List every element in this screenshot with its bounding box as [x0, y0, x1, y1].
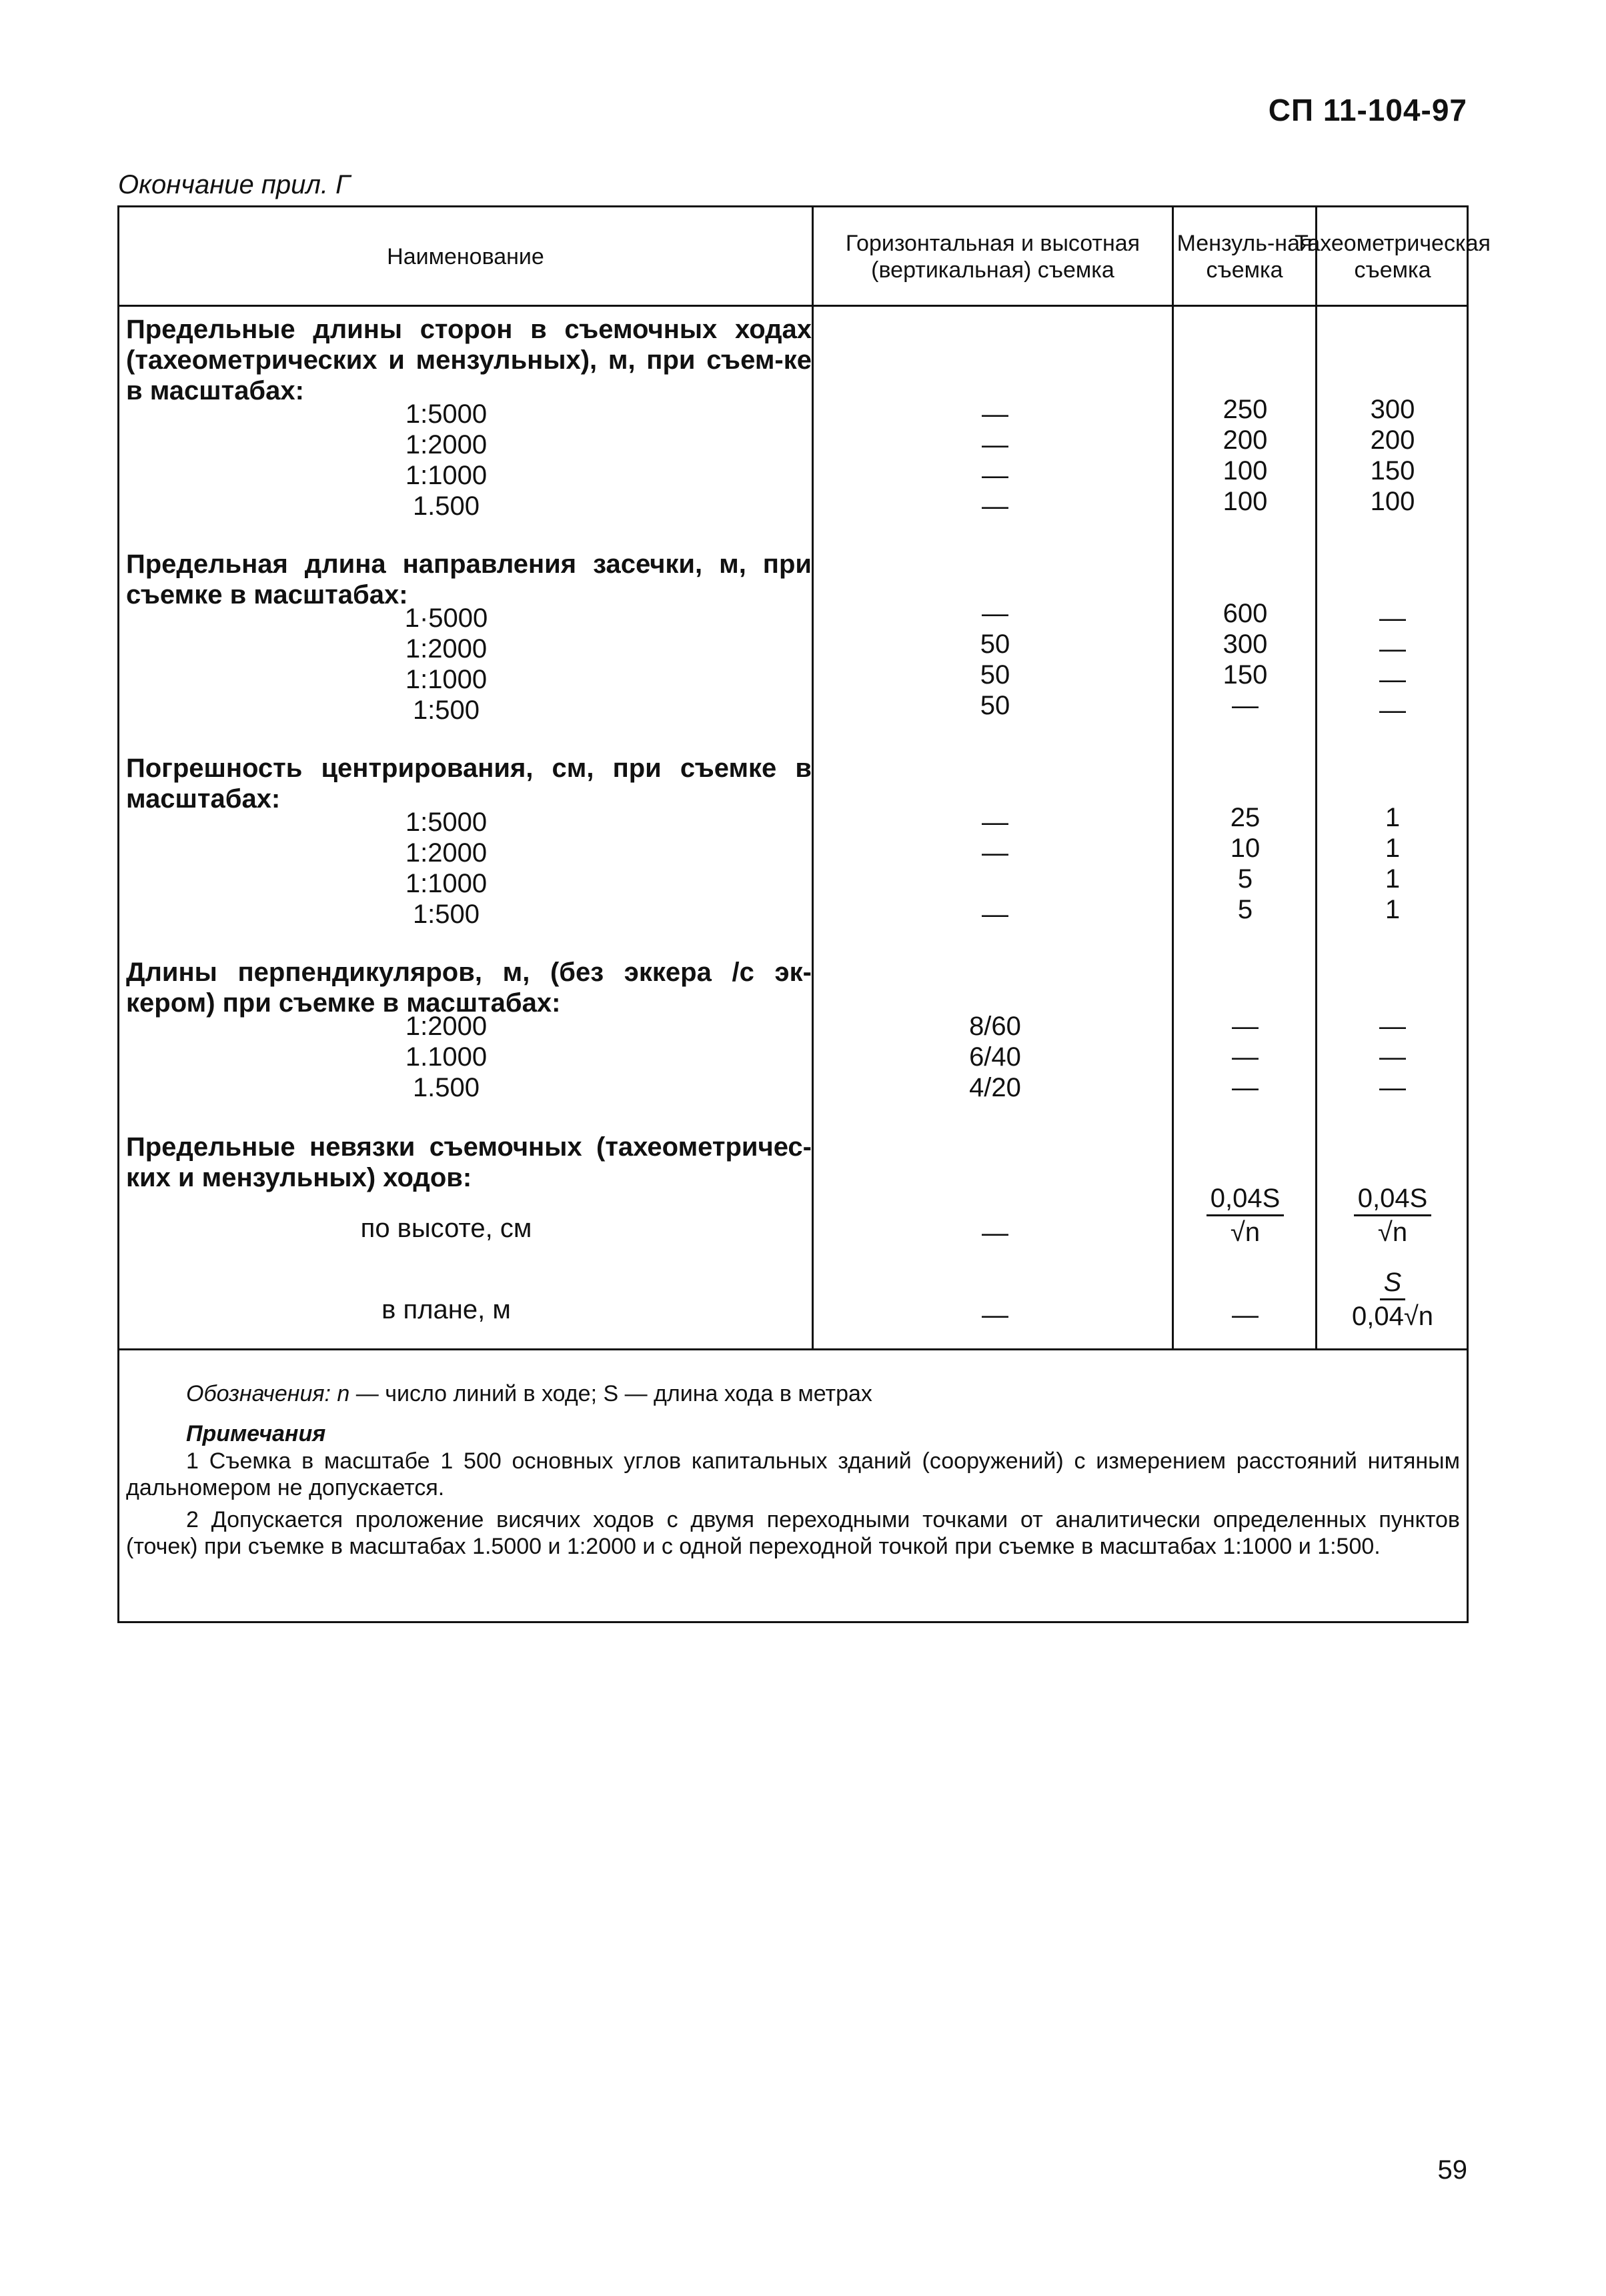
legend: [186, 1381, 872, 1407]
fraction-numerator: 0,04S: [1354, 1182, 1432, 1216]
value-cell: 100: [1223, 487, 1268, 516]
value-cell: 25: [1230, 803, 1261, 832]
value-cell: —: [1379, 634, 1406, 664]
fraction-numerator: S: [1380, 1266, 1406, 1300]
value-cell: 200: [1223, 425, 1268, 455]
scale-cell: 1.1000: [405, 1042, 488, 1072]
fraction-denominator: √n: [1377, 1218, 1408, 1247]
value-cell: 300: [1223, 630, 1268, 659]
value-cell: —: [1232, 1300, 1259, 1330]
scale-cell: 1:1000: [405, 461, 488, 490]
column-divider: [812, 207, 814, 1350]
scale-cell: 1:5000: [405, 399, 488, 429]
scale-cell: 1:2000: [405, 634, 488, 664]
row-label: в плане, м: [381, 1295, 511, 1324]
value-cell: —: [1379, 696, 1406, 725]
value-cell: —: [1379, 665, 1406, 694]
value-cell: —: [1379, 1012, 1406, 1041]
value-cell: 6/40: [969, 1042, 1021, 1072]
section-title: Предельные невязки съемочных (тахеометричес-ких и мензульных) ходов:: [126, 1132, 812, 1192]
value-cell: 5: [1237, 895, 1253, 924]
value-cell: 1: [1385, 834, 1401, 863]
fraction-taheo-plan: [1319, 1266, 1467, 1332]
legend-text: — число линий в ходе; S — длина хода в метрах: [349, 1381, 872, 1406]
section-title: Предельные длины сторон в съемочных ходах (тахеометрических и мензульных), м, при съем-ке в масштабах:: [126, 315, 812, 405]
value-cell: 1: [1385, 895, 1401, 924]
value-cell: 50: [980, 691, 1010, 720]
value-cell: 600: [1223, 599, 1268, 628]
scale-cell: 1:1000: [405, 869, 488, 898]
column-divider: [1172, 207, 1174, 1350]
value-cell: 50: [980, 630, 1010, 659]
section-title: Погрешность центрирования, см, при съемке в масштабах:: [126, 754, 812, 814]
value-cell: 300: [1370, 395, 1415, 424]
scale-cell: 1:1000: [405, 665, 488, 694]
scale-cell: 1:2000: [405, 838, 488, 868]
value-cell: —: [1379, 604, 1406, 633]
fraction-denominator: 0,04√n: [1351, 1302, 1434, 1331]
value-cell: 250: [1223, 395, 1268, 424]
value-cell: 150: [1370, 456, 1415, 485]
column-header-taheo: Тахеометрическая съемка: [1295, 231, 1491, 283]
value-cell: 1: [1385, 864, 1401, 894]
column-header-menzul: Мензуль-ная съемка: [1176, 231, 1313, 283]
value-cell: 100: [1370, 487, 1415, 516]
value-cell: —: [982, 838, 1008, 868]
section-title: Предельная длина направления засечки, м, при съемке в масштабах:: [126, 549, 812, 610]
fraction-menzul-height: [1175, 1182, 1315, 1248]
scale-cell: 1·5000: [404, 604, 488, 633]
value-cell: 8/60: [969, 1012, 1021, 1041]
scale-cell: 1:500: [412, 696, 480, 725]
scale-cell: 1.500: [412, 1073, 480, 1102]
value-cell: 1: [1385, 803, 1401, 832]
notes-title: Примечания: [186, 1421, 326, 1446]
value-cell: 200: [1370, 425, 1415, 455]
value-cell: —: [982, 430, 1008, 459]
row-label: по высоте, см: [360, 1214, 532, 1243]
value-cell: [818, 868, 1172, 899]
value-cell: —: [1379, 1042, 1406, 1072]
column-header-name: Наименование: [387, 244, 544, 269]
page-number: 59: [1437, 2155, 1467, 2185]
value-cell: —: [1379, 1073, 1406, 1102]
value-cell: —: [982, 1300, 1008, 1330]
value-cell: —: [982, 491, 1008, 521]
value-cell: —: [982, 399, 1008, 429]
note-item: 2 Допускается проложение висячих ходов с двумя переходными точками от аналитически определенных пунктов (точек) при съемке в масштабах 1.5000 и 1:2000 и с одной переходной точкой при съемке в масштабах 1:1000 и 1:500.: [126, 1507, 1460, 1559]
continuation-label: Окончание прил. Г: [118, 170, 350, 199]
value-cell: —: [1232, 691, 1259, 720]
value-cell: —: [1232, 1012, 1259, 1041]
value-cell: 4/20: [969, 1073, 1021, 1102]
value-cell: 5: [1237, 864, 1253, 894]
scale-cell: 1:500: [412, 900, 480, 929]
legend-prefix: Обозначения: n: [186, 1381, 350, 1406]
notes-divider: [119, 1348, 1467, 1350]
fraction-denominator: √n: [1230, 1218, 1261, 1247]
fraction-taheo-height: [1319, 1182, 1467, 1248]
scale-cell: 1:2000: [405, 430, 488, 459]
value-cell: —: [982, 808, 1008, 837]
value-cell: —: [982, 1218, 1008, 1248]
value-cell: 150: [1223, 660, 1268, 690]
value-cell: 10: [1230, 834, 1261, 863]
value-cell: —: [982, 900, 1008, 929]
value-cell: —: [982, 461, 1008, 490]
appendix-table: [117, 205, 1491, 1623]
value-cell: 100: [1223, 456, 1268, 485]
value-cell: 50: [980, 660, 1010, 690]
document-code: СП 11-104-97: [1268, 93, 1467, 127]
value-cell: —: [1232, 1042, 1259, 1072]
section-title: Длины перпендикуляров, м, (без эккера /с эк-кером) при съемке в масштабах:: [126, 958, 812, 1018]
scale-cell: 1:2000: [405, 1012, 488, 1041]
scale-cell: 1:5000: [405, 808, 488, 837]
fraction-numerator: 0,04S: [1207, 1182, 1285, 1216]
scale-cell: 1.500: [412, 491, 480, 521]
column-header-horizontal: Горизонтальная и высотная (вертикальная) съемка: [845, 231, 1140, 283]
note-item: 1 Съемка в масштабе 1 500 основных углов капитальных зданий (сооружений) с измерением расстояний нитяным дальномером не допускается.: [126, 1448, 1460, 1500]
value-cell: —: [982, 599, 1008, 628]
column-divider: [1315, 207, 1317, 1350]
value-cell: —: [1232, 1073, 1259, 1102]
